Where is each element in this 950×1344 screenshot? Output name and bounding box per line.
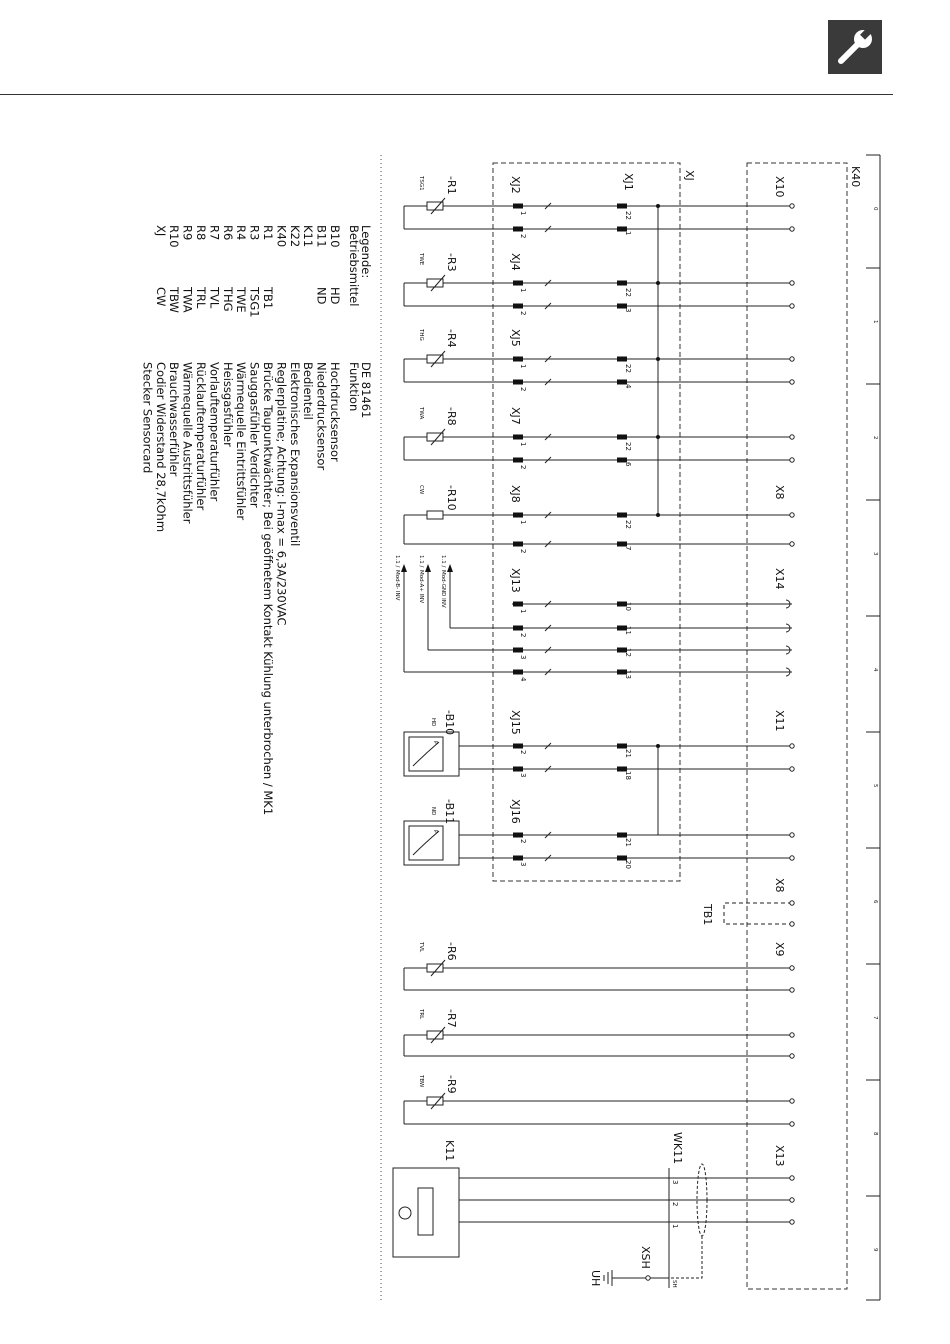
plug-contact [513,648,523,653]
pin-number: 2 [519,311,527,316]
pin-number: 2 [519,465,527,470]
junction-dot [656,281,660,285]
plug-contact [617,513,627,518]
xsh-label: XSH [639,1246,652,1269]
plug-contact [513,380,523,385]
legend-id: R3 [247,225,262,241]
x-connector-label: X9 [773,942,786,957]
x14-label: X14 [773,568,786,590]
sensor-label: -B10 [443,710,456,736]
pin-number: 1 [519,364,527,369]
pin-number: 2 [519,839,527,844]
legend-id: R10 [167,225,182,248]
wk11-pin: 3 [671,1180,679,1185]
sensor-code: CW [418,485,424,495]
x-connector-label: X10 [773,176,786,198]
tb1-label: TB1 [701,904,714,926]
plug-contact [513,435,523,440]
x-connector-label: X11 [773,710,786,732]
code-resistor [427,511,443,519]
sensor-code: TSG1 [418,176,424,191]
x8-bridge-label: X8 [773,878,786,893]
pin-number: 1 [519,211,527,216]
junction-dot [656,204,660,208]
ruler-tick-label: 8 [872,1132,878,1136]
terminal [790,856,794,860]
legend-header: Betriebsmittel [347,225,361,307]
legend-code: TSG1 [247,287,262,318]
legend-function: Heissgasfühler [220,362,235,447]
plug-contact [617,281,627,286]
pressure-p: P [432,830,438,834]
terminal [790,744,794,748]
legend-id: R9 [180,225,195,241]
xj-connector-label: XJ4 [509,253,522,271]
legend-function: Reglerplatine; Achtung: I-max = 6,3A/230VAC [274,362,289,626]
xj-connector-label: XJ16 [509,799,522,824]
legend-title: Legende: [359,225,373,279]
sensor-label: -R7 [445,1009,458,1028]
terminal [790,227,794,231]
plug-contact [513,357,523,362]
legend-code: ND [314,287,329,305]
terminal [790,380,794,384]
xj-label: XJ [683,170,696,181]
terminal [790,922,794,926]
wk11-pin: 1 [671,1224,679,1229]
xj1-pin: 22 [624,520,632,529]
arrow-icon [401,564,407,572]
plug-contact [513,304,523,309]
legend-id: K11 [301,225,316,248]
legend-function: Rücklauftemperaturfühler [194,362,208,511]
x13-label: X13 [773,1145,786,1167]
junction-dot [656,744,660,748]
sensor-label: -R9 [445,1075,458,1094]
tb1-bridge [724,903,792,924]
legend-function: Vorlauftemperaturfühler [207,362,222,502]
terminal [790,833,794,837]
labels [140,166,878,1288]
xj1-pin: 13 [624,670,632,679]
legend-id: K40 [274,225,289,248]
legend-code: TVL [207,287,222,309]
terminal [790,281,794,285]
xj1-pin: 22 [624,442,632,451]
pin-number: 2 [519,750,527,755]
xj-connector-label: XJ8 [509,485,522,503]
xj13-label: XJ13 [509,568,522,593]
terminal [790,901,794,905]
legend-code: TB1 [261,287,275,310]
sensor-label: -B11 [443,799,456,825]
junction-dot [656,435,660,439]
legend-function: Elektronisches Expansionsventil [287,362,302,547]
x-connector-label: X8 [773,485,786,500]
legend-function: Brücke Taupunktwächter; Bei geöffnetem Kontakt Kühlung unterbrochen / MK1 [261,362,275,816]
terminal [790,767,794,771]
legend-function: Hochdrucksensor [328,362,342,462]
xj1-pin: 22 [624,288,632,297]
pin-number: 3 [519,862,527,867]
arrow-icon [447,564,453,572]
shield-lead [669,1236,702,1278]
legend-id: XJ [153,225,168,237]
legend-code: TWE [234,287,249,313]
xj1-pin: 6 [624,462,632,467]
sh-label: SH [671,1280,677,1288]
legend-function: Wärmequelle Austrittsfühler [180,362,195,524]
ruler-tick-label: 0 [872,207,878,211]
k11-display [418,1188,433,1235]
xj1-pin: 20 [624,860,632,869]
pin-number: 1 [519,442,527,447]
page-ref: 1.1 / [418,555,424,568]
plug-contact [513,458,523,463]
sensor-label: -R10 [445,485,458,511]
uh-label: UH [589,1270,602,1287]
legend-id: K22 [287,225,302,248]
xj1-pin: 1 [624,231,632,236]
sensor-label: -R8 [445,407,458,426]
legend-function: Codier Widerstand 28,7kOhm [153,362,168,533]
plug-contact [617,357,627,362]
legend-code: TWA [180,287,195,313]
sensor-code: TBW [418,1075,424,1088]
xj1-pin: 12 [624,648,632,657]
terminal [790,435,794,439]
plug-contact [617,435,627,440]
terminal [790,458,794,462]
legend-doc-number: DE 81461 [359,362,373,419]
signal-label: Mod-B- INV [394,570,400,601]
sensor-label: -R3 [445,253,458,272]
terminal [790,1198,794,1202]
xj1-pin: 7 [624,546,632,551]
legend-id: R8 [194,225,208,241]
terminal [790,542,794,546]
pin-number: 3 [519,773,527,778]
plug-contact [513,767,523,772]
legend-header: Funktion [347,362,361,412]
xj1-pin: 21 [624,749,632,758]
pin-number: 2 [519,234,527,239]
xj-connector-label: XJ2 [509,176,522,194]
xj1-pin: 11 [624,626,632,635]
xj1-pin: 21 [624,838,632,847]
pin-number: 1 [519,520,527,525]
wk11-pin: 2 [671,1202,679,1207]
ruler-tick-label: 9 [872,1248,878,1252]
xj1-pin: 22 [624,364,632,373]
sensor-label: -R6 [445,942,458,961]
symbols [393,198,794,1286]
terminal [790,988,794,992]
sensor-code: THG [418,329,424,341]
terminal [790,1033,794,1037]
sensor-label: -R4 [445,329,458,348]
pin-number: 1 [519,288,527,293]
terminal [790,1122,794,1126]
ruler-tick-label: 7 [872,1016,878,1020]
legend-function: Brauchwasserfühler [167,362,182,477]
terminal [790,1054,794,1058]
legend-function: Wärmequelle Eintrittsfühler [234,362,249,521]
terminal [790,357,794,361]
terminal [790,513,794,517]
sensor-code: TWA [418,407,424,420]
legend-id: R7 [207,225,222,241]
legend-function: Stecker Sensorcard [140,362,155,474]
plug-contact [513,626,523,631]
ruler-tick-label: 2 [872,436,878,440]
xj1-pin: 4 [624,384,632,389]
plug-contact [617,744,627,749]
xj1-pin: 3 [624,308,632,313]
terminal [790,1220,794,1224]
legend-id: R1 [261,225,275,241]
ruler-tick-label: 3 [872,552,878,556]
legend-function: Bedienteil [301,362,316,420]
wk11-label: WK11 [671,1132,684,1165]
plug-contact [513,513,523,518]
plug-contact [617,204,627,209]
plug-contact [513,856,523,861]
plug-contact [513,542,523,547]
xj1-pin: 22 [624,211,632,220]
sensor-code: TWE [418,253,424,266]
pin-number: 3 [519,655,527,660]
sensor-code: ND [430,807,436,816]
terminal [790,966,794,970]
signal-label: Mod-GND INV [440,570,446,608]
xj-connector-label: XJ5 [509,329,522,347]
xj1-pin: 10 [624,602,632,611]
plug-contact [617,833,627,838]
plug-contact [513,670,523,675]
legend-code: TRL [194,287,208,309]
k11-knob [399,1207,411,1219]
plug-contact [513,602,523,607]
pin-number: 2 [519,633,527,638]
pressure-p: P [432,741,438,745]
page-ref: 1.1 / [440,555,446,568]
xj1-pin: 18 [624,771,632,780]
k40-frame [747,163,847,1289]
sensor-code: TVL [418,942,424,953]
ruler-tick-label: 4 [872,668,878,672]
terminal [790,204,794,208]
arrow-icon [425,564,431,572]
terminal [646,1276,650,1280]
terminal [790,1099,794,1103]
legend-code: CW [153,287,168,307]
legend-code: HD [328,287,342,305]
legend-id: B10 [328,225,342,248]
legend-code: TBW [167,287,182,313]
sensor-code: HD [430,718,436,727]
terminal [790,1176,794,1180]
k40-label: K40 [849,166,862,188]
pin-number: 1 [519,609,527,614]
plug-contact [513,281,523,286]
ruler-tick-label: 1 [872,320,878,324]
wires [404,206,792,1288]
junction-dot [656,357,660,361]
legend-id: R4 [234,225,249,241]
signal-label: Mod-A+ INV [418,570,424,604]
k11-label: K11 [443,1140,456,1162]
xj1-label: XJ1 [622,173,635,191]
plug-contact [513,227,523,232]
legend-function: Sauggasfühler Verdichter [247,362,262,508]
ruler-tick-label: 5 [872,784,878,788]
pin-number: 2 [519,387,527,392]
terminal [790,304,794,308]
pin-number: 2 [519,549,527,554]
plug-contact [513,204,523,209]
legend-id: R6 [220,225,235,241]
plug-contact [513,833,523,838]
legend-id: B11 [314,225,329,248]
ruler-tick-label: 6 [872,900,878,904]
page-ref: 1.1 / [394,555,400,568]
xj-connector-label: XJ15 [509,710,522,735]
plug-contact [513,744,523,749]
xj-connector-label: XJ7 [509,407,522,425]
legend-code: THG [220,287,235,312]
sensor-code: TRL [418,1009,424,1020]
pin-number: 4 [519,677,527,682]
junction-dot [656,513,660,517]
legend-function: Niederdrucksensor [314,362,329,471]
sensor-label: -R1 [445,176,458,195]
